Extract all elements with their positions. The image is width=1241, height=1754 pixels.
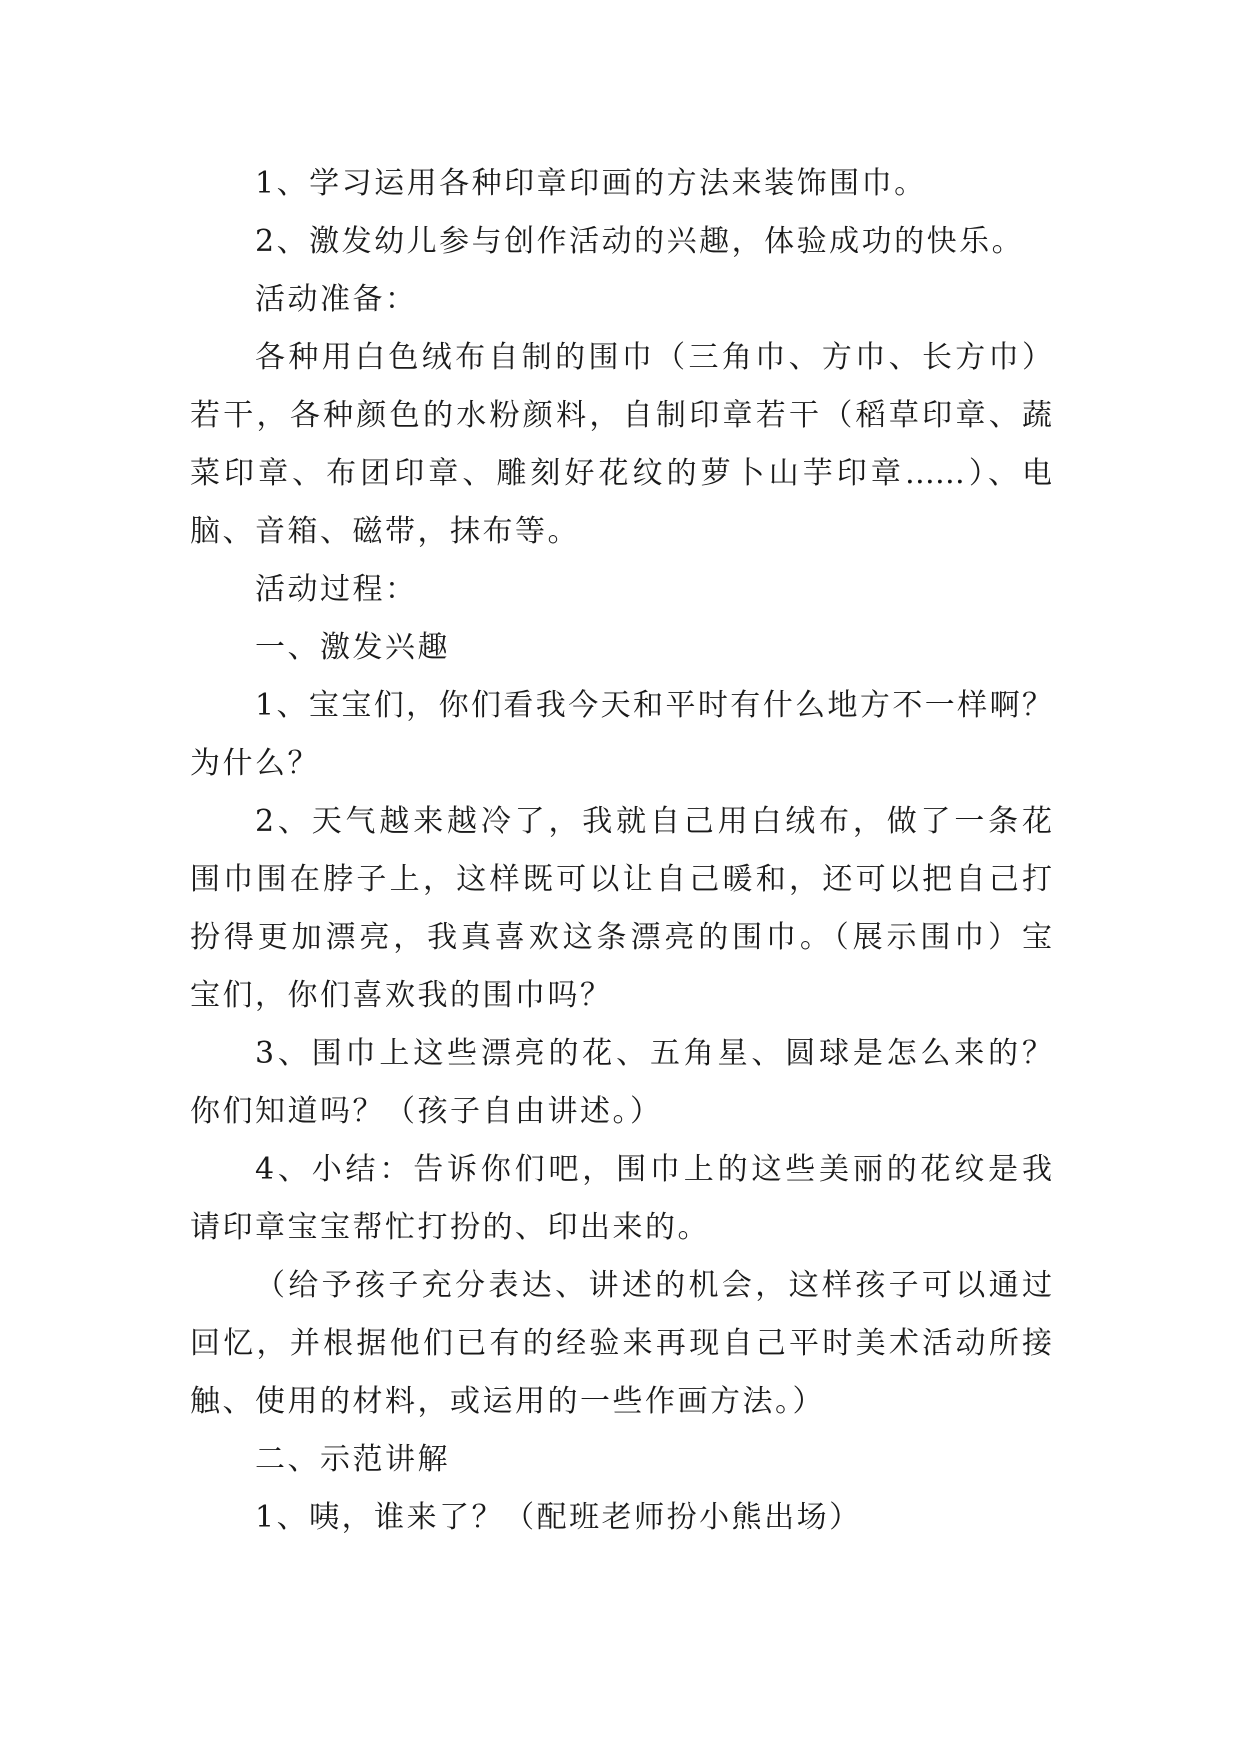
process-paragraph-line: 请印章宝宝帮忙打扮的、印出来的。 — [190, 1210, 710, 1245]
goal-line-1: 1、学习运用各种印章印画的方法来装饰围巾。 — [255, 166, 927, 201]
note-paragraph-line: 触、使用的材料，或运用的一些作画方法。） — [190, 1384, 825, 1419]
section-heading-process: 活动过程： — [255, 572, 418, 607]
goal-line-2: 2、激发幼儿参与创作活动的兴趣，体验成功的快乐。 — [255, 224, 1025, 259]
preparation-paragraph-line: 菜印章、布团印章、雕刻好花纹的萝卜山芋印章……）、电 — [190, 456, 1052, 491]
process-paragraph-line: 3、围巾上这些漂亮的花、五角星、圆球是怎么来的？ — [255, 1036, 1052, 1071]
note-paragraph-line: （给予孩子充分表达、讲述的机会，这样孩子可以通过 — [255, 1268, 1052, 1303]
process-paragraph-line: 宝们，你们喜欢我的围巾吗？ — [190, 978, 613, 1013]
note-paragraph-line: 回忆，并根据他们已有的经验来再现自己平时美术活动所接 — [190, 1326, 1052, 1361]
process-paragraph-line: 你们知道吗？（孩子自由讲述。） — [190, 1094, 663, 1129]
subsection-heading-demo: 二、示范讲解 — [255, 1442, 450, 1477]
process-paragraph-line: 4、小结：告诉你们吧，围巾上的这些美丽的花纹是我 — [255, 1152, 1052, 1187]
preparation-paragraph-line: 若干，各种颜色的水粉颜料，自制印章若干（稻草印章、蔬 — [190, 398, 1052, 433]
process-paragraph-line: 2、天气越来越冷了，我就自己用白绒布，做了一条花 — [255, 804, 1052, 839]
section-heading-preparation: 活动准备： — [255, 282, 418, 317]
preparation-paragraph-line: 各种用白色绒布自制的围巾（三角巾、方巾、长方巾） — [255, 340, 1052, 375]
process-paragraph-line: 扮得更加漂亮，我真喜欢这条漂亮的围巾。（展示围巾）宝 — [190, 920, 1052, 955]
document-body — [190, 155, 1052, 1547]
subsection-heading-interest: 一、激发兴趣 — [255, 630, 450, 665]
preparation-paragraph-line: 脑、音箱、磁带，抹布等。 — [190, 514, 580, 549]
process-paragraph-line: 为什么？ — [190, 746, 320, 781]
demo-paragraph-line: 1、咦，谁来了？（配班老师扮小熊出场） — [255, 1500, 862, 1535]
process-paragraph-line: 围巾围在脖子上，这样既可以让自己暖和，还可以把自己打 — [190, 862, 1052, 897]
process-paragraph-line: 1、宝宝们，你们看我今天和平时有什么地方不一样啊？ — [255, 688, 1052, 723]
